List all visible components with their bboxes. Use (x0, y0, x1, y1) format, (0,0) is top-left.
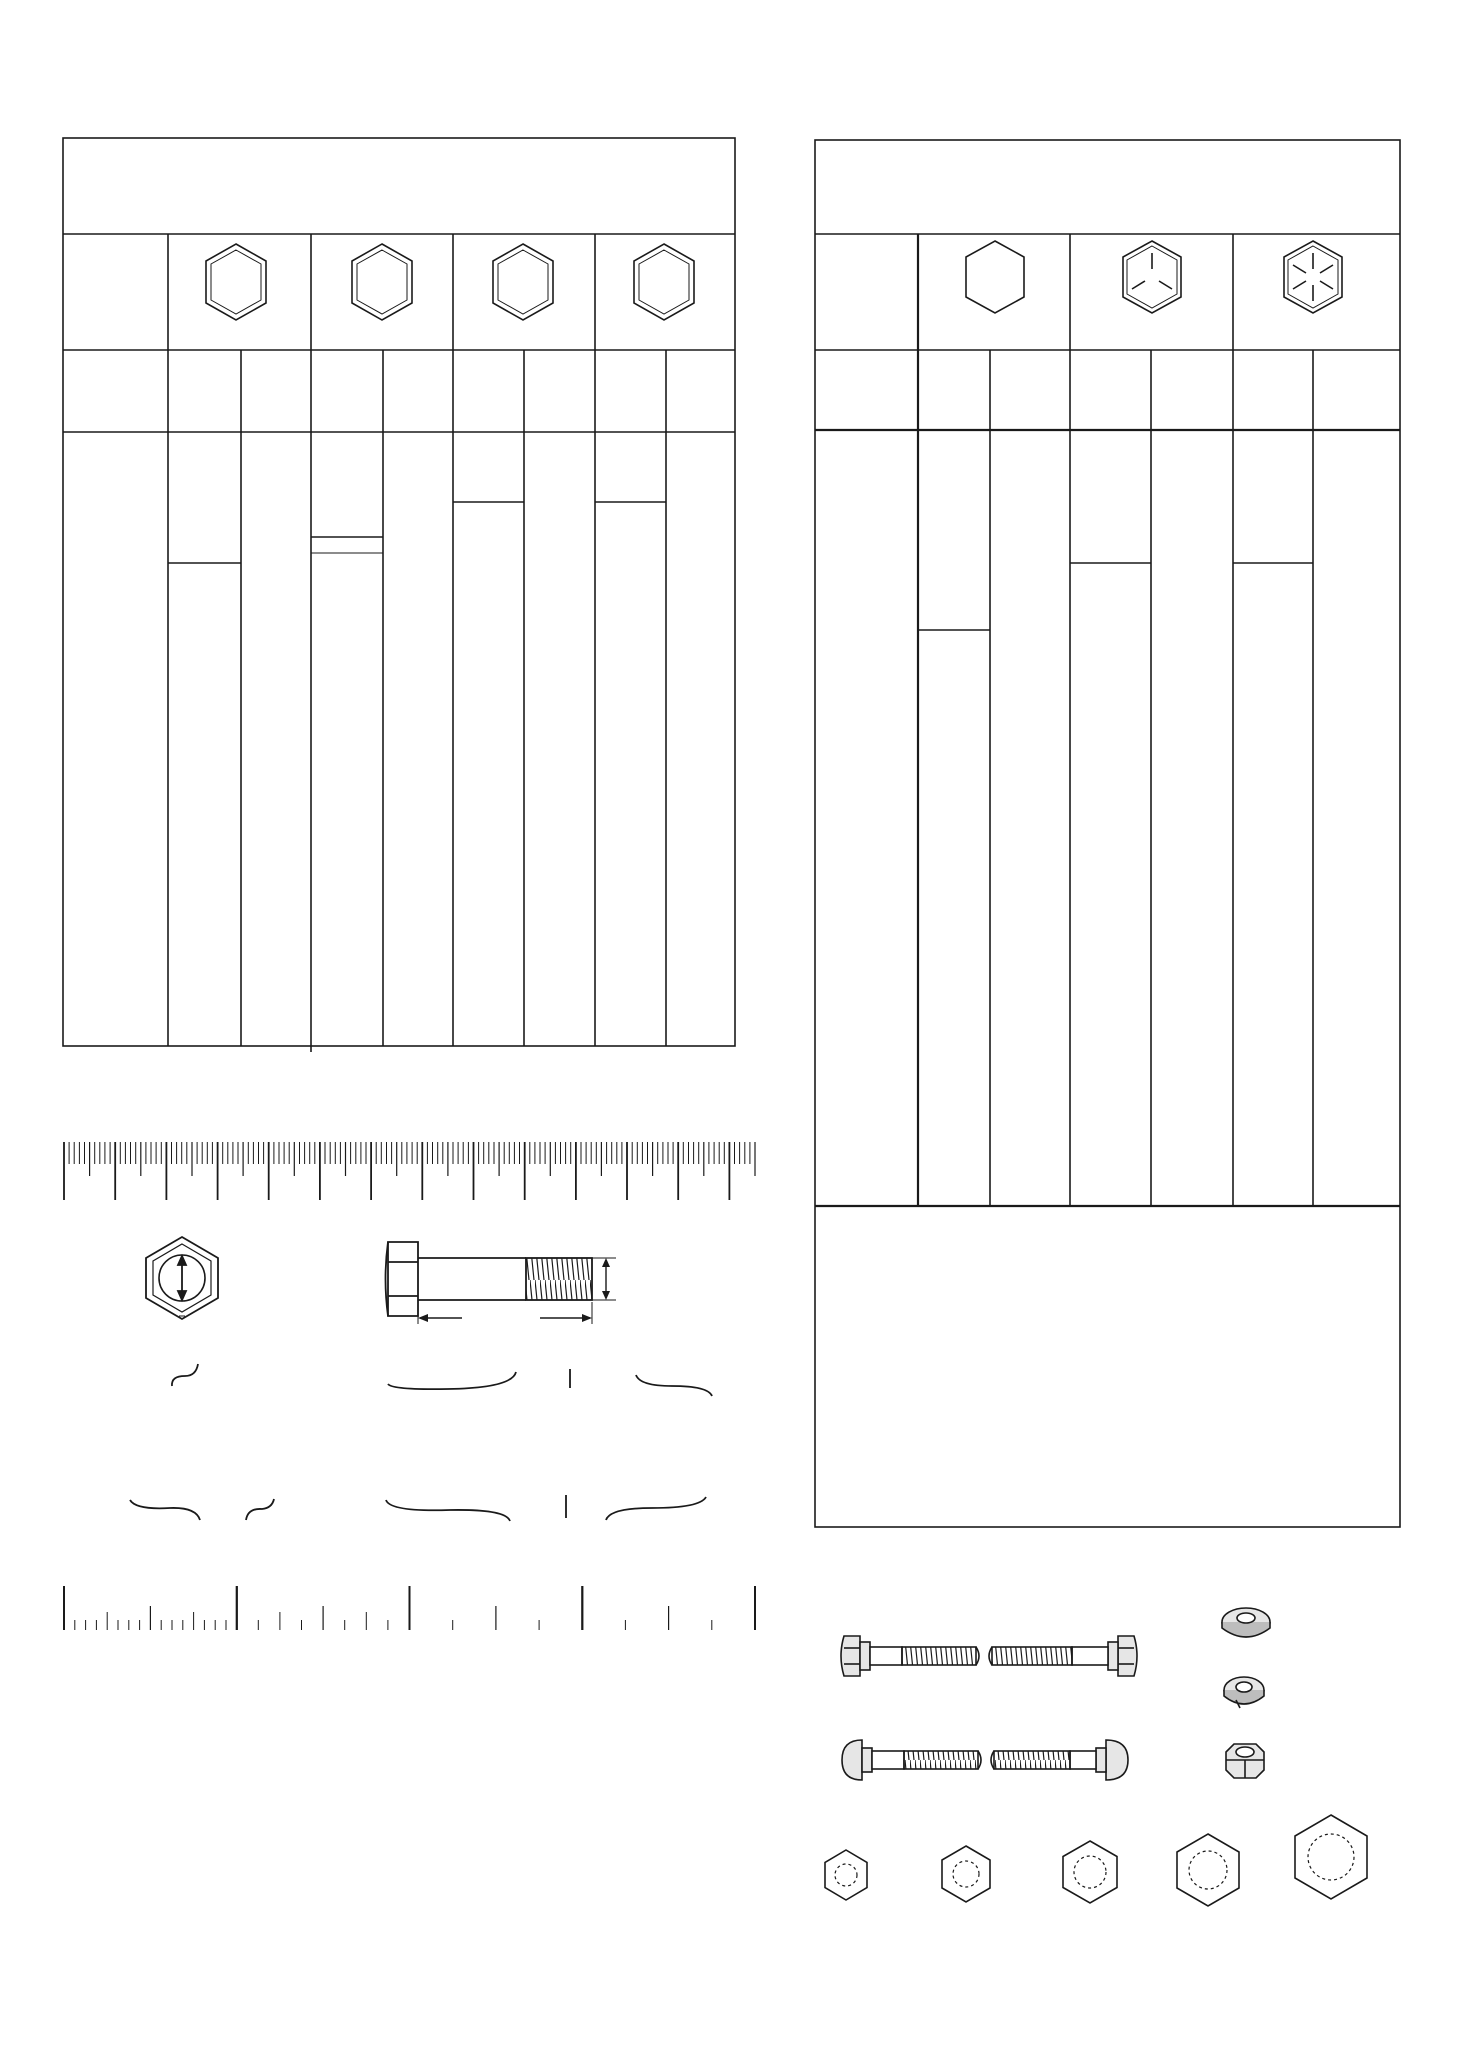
hex-head-icon (493, 244, 553, 320)
flat-washer-icon (1222, 1608, 1270, 1637)
hex-bolt-icon (841, 1636, 979, 1676)
brace-mark (388, 1372, 516, 1389)
brace-mark (386, 1500, 510, 1521)
metric-header-icons (206, 244, 694, 320)
inch-torque-table (815, 140, 1400, 1527)
hex-head-icon (352, 244, 412, 320)
hex-head-plain-icon (966, 241, 1024, 313)
carriage-bolt-icon (991, 1740, 1128, 1780)
hex-head-six-radial-lines-icon (1284, 241, 1342, 313)
ruler-top (64, 1142, 755, 1200)
wrench-size-hexes (825, 1815, 1367, 1906)
brace-mark (130, 1500, 200, 1520)
inch-header-icons (966, 241, 1342, 313)
hex-size-5-icon (1295, 1815, 1367, 1899)
hex-size-1-icon (825, 1850, 867, 1900)
brace-mark (606, 1497, 706, 1520)
hex-bolt-icon (989, 1636, 1137, 1676)
hex-nut-icon (1226, 1744, 1264, 1778)
brace-mark (246, 1499, 274, 1520)
brace-mark (636, 1375, 712, 1396)
hex-nut-diameter-icon (146, 1237, 218, 1319)
brace-mark (172, 1364, 198, 1386)
hex-bolt-length-icon (386, 1242, 617, 1324)
lock-washer-icon (1224, 1677, 1264, 1708)
hex-size-2-icon (942, 1846, 990, 1902)
hex-head-icon (206, 244, 266, 320)
hex-size-3-icon (1063, 1841, 1117, 1903)
hex-head-three-radial-lines-icon (1123, 241, 1181, 313)
hex-size-4-icon (1177, 1834, 1239, 1906)
carriage-bolt-icon (842, 1740, 981, 1780)
dimension-braces (130, 1364, 712, 1521)
hex-head-icon (634, 244, 694, 320)
ruler-bottom (64, 1586, 755, 1630)
